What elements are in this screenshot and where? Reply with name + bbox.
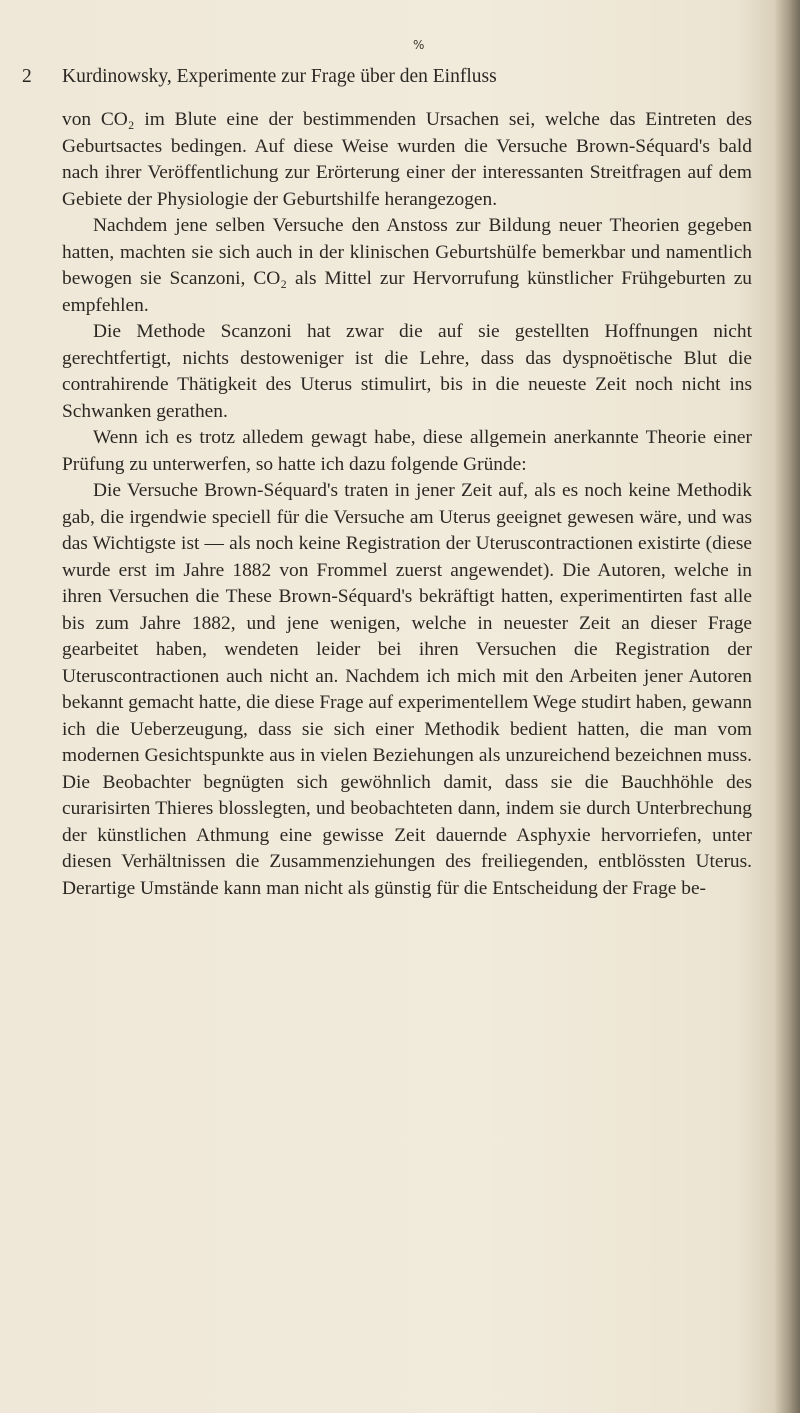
body-text <box>62 107 752 902</box>
page-header <box>22 62 762 92</box>
running-head: Kurdinowsky, Experimente zur Frage über den Einfluss <box>62 66 497 87</box>
page-number: 2 <box>22 66 32 87</box>
paragraph-2: Nachdem jene selben Versuche den Anstoss zur Bildung neuer Theorien gegeben hatten, machten sie sich auch in der klinischen Geburtshülfe bemerkbar und namentlich bewogen sie Scanzoni, CO₂ als Mittel zur Hervorrufung künstlicher Frühgeburten zu empfehlen. <box>62 215 752 316</box>
printer-mark: % <box>413 38 425 52</box>
paragraph-5: Die Versuche Brown-Séquard's traten in jener Zeit auf, als es noch keine Methodik gab, die irgendwie speciell für die Versuche am Uterus geeignet gewesen wäre, und was das Wichtigste ist — als noch keine Registration der Uteruscontractionen existirte (diese wurde erst im Jahre 1882 von Frommel zuerst angewendet). Die Autoren, welche in ihren Versuchen die These Brown-Séquard's bekräftigt hatten, experimentirten fast alle bis zum Jahre 1882, und jene wenigen, welche in neuester Zeit an dieser Frage gearbeitet haben, wendeten leider bei ihren Versuchen die Registration der Uteruscontractionen auch nicht an. Nachdem ich mich mit den Arbeiten jener Autoren bekannt gemacht hatte, die diese Frage auf experimentellem Wege studirt haben, gewann ich die Ueberzeugung, dass sie sich einer Methodik bedient hatten, die man vom modernen Gesichtspunkte aus in vielen Beziehungen als unzureichend bezeichnen muss. Die Beobachter begnügten sich gewöhnlich damit, dass sie die Bauchhöhle des curarisirten Thieres blosslegten, und beobachteten dann, indem sie durch Unterbrechung der künstlichen Athmung eine gewisse Zeit dauernde Asphyxie hervorriefen, unter diesen Verhältnissen die Zusammenziehungen des freiliegenden, entblössten Uterus. Derartige Umstände kann man nicht als günstig für die Entscheidung der Frage be- <box>62 480 752 899</box>
paragraph-1: von CO₂ im Blute eine der bestimmenden Ursachen sei, welche das Eintreten des Geburtsactes bedingen. Auf diese Weise wurden die Versuche Brown-Séquard's bald nach ihrer Veröffentlichung zur Erörterung einer der interessanten Streitfragen auf dem Gebiete der Physiologie der Geburtshilfe herangezogen. <box>62 109 752 210</box>
paragraph-3: Die Methode Scanzoni hat zwar die auf sie gestellten Hoffnungen nicht gerechtfertigt, nichts destoweniger ist die Lehre, dass das dyspnoëtische Blut die contrahirende Thätigkeit des Uterus stimulirt, bis in die neueste Zeit noch nicht ins Schwanken gerathen. <box>62 321 752 422</box>
paragraph-4: Wenn ich es trotz alledem gewagt habe, diese allgemein anerkannte Theorie einer Prüfung zu unterwerfen, so hatte ich dazu folgende Gründe: <box>62 427 752 475</box>
page-edge-shadow <box>774 0 800 1413</box>
